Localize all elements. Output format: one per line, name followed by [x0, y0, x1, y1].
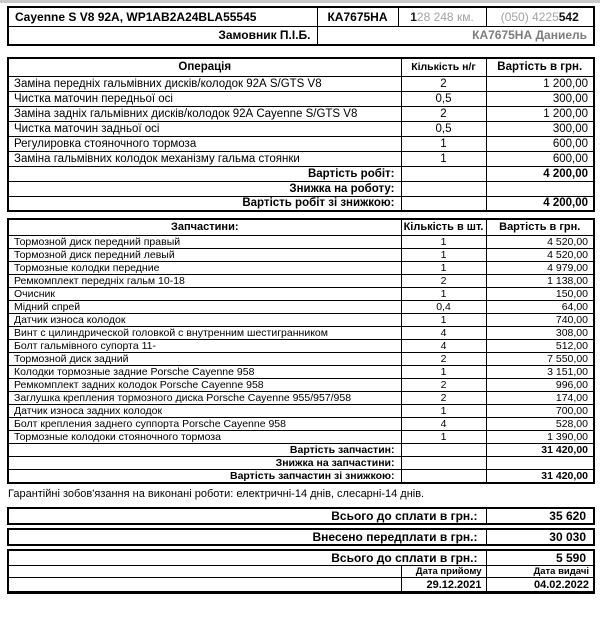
summary-row	[8, 196, 594, 211]
table-row	[8, 287, 594, 300]
item-qty: 1	[401, 287, 486, 300]
summary-label: Вартість робіт зі знижкою:	[8, 196, 401, 211]
summary-label: Вартість запчастин:	[8, 443, 401, 456]
item-qty: 0,4	[401, 300, 486, 313]
item-name: Заглушка крепления тормозного диска Porsche Cayenne 955/957/958	[8, 391, 401, 404]
phone-black-part: 542	[558, 9, 579, 24]
item-name: Заміна гальмівних колодок механізму гальма стоянки	[8, 151, 401, 166]
table-row	[8, 248, 594, 261]
mileage-value: 28 248 км.	[416, 9, 474, 24]
warranty-note: Гарантійні зобов'язання на виконані роботи: електричні-14 днів, слесарні-14 днів.	[8, 487, 425, 500]
item-price: 4 520,00	[486, 235, 594, 248]
date-labels-row	[8, 565, 594, 577]
item-name: Болт крепления заднего суппорта Porsche Cayenne 958	[8, 417, 401, 430]
vehicle-row	[8, 7, 594, 26]
item-price: 600,00	[486, 151, 594, 166]
issue-date-label: Дата видачі	[486, 565, 594, 577]
table-row	[8, 91, 594, 106]
total-label: Внесено передплати в грн.:	[8, 529, 486, 545]
table-row	[8, 274, 594, 287]
summary-row	[8, 469, 594, 483]
license-plate: КА7675НА	[317, 7, 398, 26]
table-row	[8, 391, 594, 404]
table-row	[8, 313, 594, 326]
item-name: Колодки тормозные задние Porsche Cayenne 958	[8, 365, 401, 378]
item-name: Чистка маточин передньої осі	[8, 91, 401, 106]
item-qty: 4	[401, 326, 486, 339]
item-price: 308,00	[486, 326, 594, 339]
phone-gray-part: (050) 4225	[500, 9, 559, 24]
table-row	[8, 300, 594, 313]
item-price: 1 138,00	[486, 274, 594, 287]
summary-value: 31 420,00	[486, 469, 594, 483]
total-box	[7, 507, 595, 525]
item-qty: 1	[401, 365, 486, 378]
operations-table	[7, 57, 595, 212]
customer-label: Замовник П.І.Б.	[8, 26, 317, 45]
parts-header-name: Запчастини:	[8, 219, 401, 235]
table-row	[8, 106, 594, 121]
customer-row	[8, 26, 594, 45]
summary-empty-cell	[401, 469, 486, 483]
item-qty: 1	[401, 261, 486, 274]
item-qty: 2	[401, 76, 486, 91]
item-name: Тормозные колодки передние	[8, 261, 401, 274]
item-price: 4 520,00	[486, 248, 594, 261]
item-name: Заміна передніх гальмівних дисків/колодок 92А S/GTS V8	[8, 76, 401, 91]
table-row	[8, 378, 594, 391]
totals-section	[7, 507, 593, 546]
vehicle-model-vin: Cayenne S V8 92A, WP1AB2A24BLA55545	[8, 7, 317, 26]
table-row	[8, 136, 594, 151]
operations-header-qty: Кількість н/г	[401, 58, 486, 76]
final-total-label: Всього до сплати в грн.:	[8, 550, 486, 566]
parts-header-qty: Кількість в шт.	[401, 219, 486, 235]
issue-date-value: 04.02.2022	[486, 577, 594, 592]
item-price: 1 200,00	[486, 106, 594, 121]
receive-date-value: 29.12.2021	[401, 577, 486, 592]
table-row	[8, 76, 594, 91]
item-qty: 0,5	[401, 91, 486, 106]
summary-row	[8, 443, 594, 456]
operations-header-row	[8, 58, 594, 76]
item-qty: 2	[401, 391, 486, 404]
item-price: 740,00	[486, 313, 594, 326]
item-name: Мідний спрей	[8, 300, 401, 313]
receive-date-label: Дата прийому	[401, 565, 486, 577]
table-row	[8, 235, 594, 248]
summary-row	[8, 181, 594, 196]
item-price: 300,00	[486, 91, 594, 106]
summary-label: Знижка на запчастини:	[8, 456, 401, 469]
total-value: 35 620	[486, 508, 594, 524]
table-row	[8, 430, 594, 443]
item-price: 996,00	[486, 378, 594, 391]
parts-table	[7, 218, 595, 484]
invoice-page	[0, 3, 600, 594]
item-price: 150,00	[486, 287, 594, 300]
empty-cell	[8, 577, 401, 592]
total-box	[7, 528, 595, 546]
item-qty: 2	[401, 106, 486, 121]
item-price: 4 979,00	[486, 261, 594, 274]
item-qty: 2	[401, 378, 486, 391]
operations-header-name: Операція	[8, 58, 401, 76]
item-price: 1 390,00	[486, 430, 594, 443]
item-price: 174,00	[486, 391, 594, 404]
item-name: Тормозные колодоки стояночного тормоза	[8, 430, 401, 443]
item-qty: 1	[401, 404, 486, 417]
table-row	[8, 352, 594, 365]
parts-header-row	[8, 219, 594, 235]
item-name: Тормозной диск передний правый	[8, 235, 401, 248]
item-name: Тормозной диск передний левый	[8, 248, 401, 261]
operations-header-price: Вартість в грн.	[486, 58, 594, 76]
total-label: Всього до сплати в грн.:	[8, 508, 486, 524]
item-qty: 1	[401, 430, 486, 443]
mileage-prefix: 1	[410, 9, 417, 24]
item-qty: 2	[401, 352, 486, 365]
final-total-value: 5 590	[486, 550, 594, 566]
item-qty: 1	[401, 313, 486, 326]
final-total-table	[7, 549, 595, 594]
summary-empty-cell	[401, 166, 486, 181]
summary-value: 4 200,00	[486, 196, 594, 211]
table-row	[8, 261, 594, 274]
summary-label: Вартість робіт:	[8, 166, 401, 181]
customer-name: КА7675НА Даниель	[317, 26, 594, 45]
table-row	[8, 339, 594, 352]
item-qty: 2	[401, 274, 486, 287]
item-price: 3 151,00	[486, 365, 594, 378]
summary-value: 31 420,00	[486, 443, 594, 456]
vehicle-header-table	[7, 6, 595, 46]
item-price: 512,00	[486, 339, 594, 352]
phone-number	[486, 7, 594, 26]
item-price: 1 200,00	[486, 76, 594, 91]
item-price: 528,00	[486, 417, 594, 430]
item-name: Датчик износа колодок	[8, 313, 401, 326]
date-values-row	[8, 577, 594, 592]
table-row	[8, 404, 594, 417]
item-qty: 1	[401, 248, 486, 261]
item-qty: 1	[401, 151, 486, 166]
item-name: Ремкомплект задних колодок Porsche Cayenne 958	[8, 378, 401, 391]
summary-empty-cell	[401, 181, 486, 196]
empty-cell	[8, 565, 401, 577]
item-name: Заміна задніх гальмівних дисків/колодок 92А Cayenne S/GTS V8	[8, 106, 401, 121]
item-name: Датчик износа задних колодок	[8, 404, 401, 417]
parts-header-price: Вартість в грн.	[486, 219, 594, 235]
summary-row	[8, 166, 594, 181]
summary-empty-cell	[401, 196, 486, 211]
item-name: Болт гальмівного супорта 11-	[8, 339, 401, 352]
table-row	[8, 151, 594, 166]
table-row	[8, 121, 594, 136]
item-name: Винт с цилиндрической головкой с внутренним шестигранником	[8, 326, 401, 339]
item-qty: 0,5	[401, 121, 486, 136]
mileage	[398, 7, 486, 26]
table-row	[8, 417, 594, 430]
summary-row	[8, 456, 594, 469]
item-price: 300,00	[486, 121, 594, 136]
item-price: 700,00	[486, 404, 594, 417]
item-qty: 4	[401, 417, 486, 430]
item-name: Регулировка стояночного тормоза	[8, 136, 401, 151]
item-price: 64,00	[486, 300, 594, 313]
item-qty: 4	[401, 339, 486, 352]
final-total-row	[8, 550, 594, 566]
total-row	[8, 529, 594, 545]
item-price: 600,00	[486, 136, 594, 151]
summary-value	[486, 456, 594, 469]
table-row	[8, 365, 594, 378]
total-value: 30 030	[486, 529, 594, 545]
summary-empty-cell	[401, 456, 486, 469]
summary-value: 4 200,00	[486, 166, 594, 181]
summary-value	[486, 181, 594, 196]
item-price: 7 550,00	[486, 352, 594, 365]
item-name: Тормозной диск задний	[8, 352, 401, 365]
summary-empty-cell	[401, 443, 486, 456]
item-qty: 1	[401, 235, 486, 248]
item-qty: 1	[401, 136, 486, 151]
table-row	[8, 326, 594, 339]
summary-label: Вартість запчастин зі знижкою:	[8, 469, 401, 483]
item-name: Очисник	[8, 287, 401, 300]
summary-label: Знижка на роботу:	[8, 181, 401, 196]
total-row	[8, 508, 594, 524]
item-name: Ремкомплект передніх гальм 10-18	[8, 274, 401, 287]
item-name: Чистка маточин задньої осі	[8, 121, 401, 136]
